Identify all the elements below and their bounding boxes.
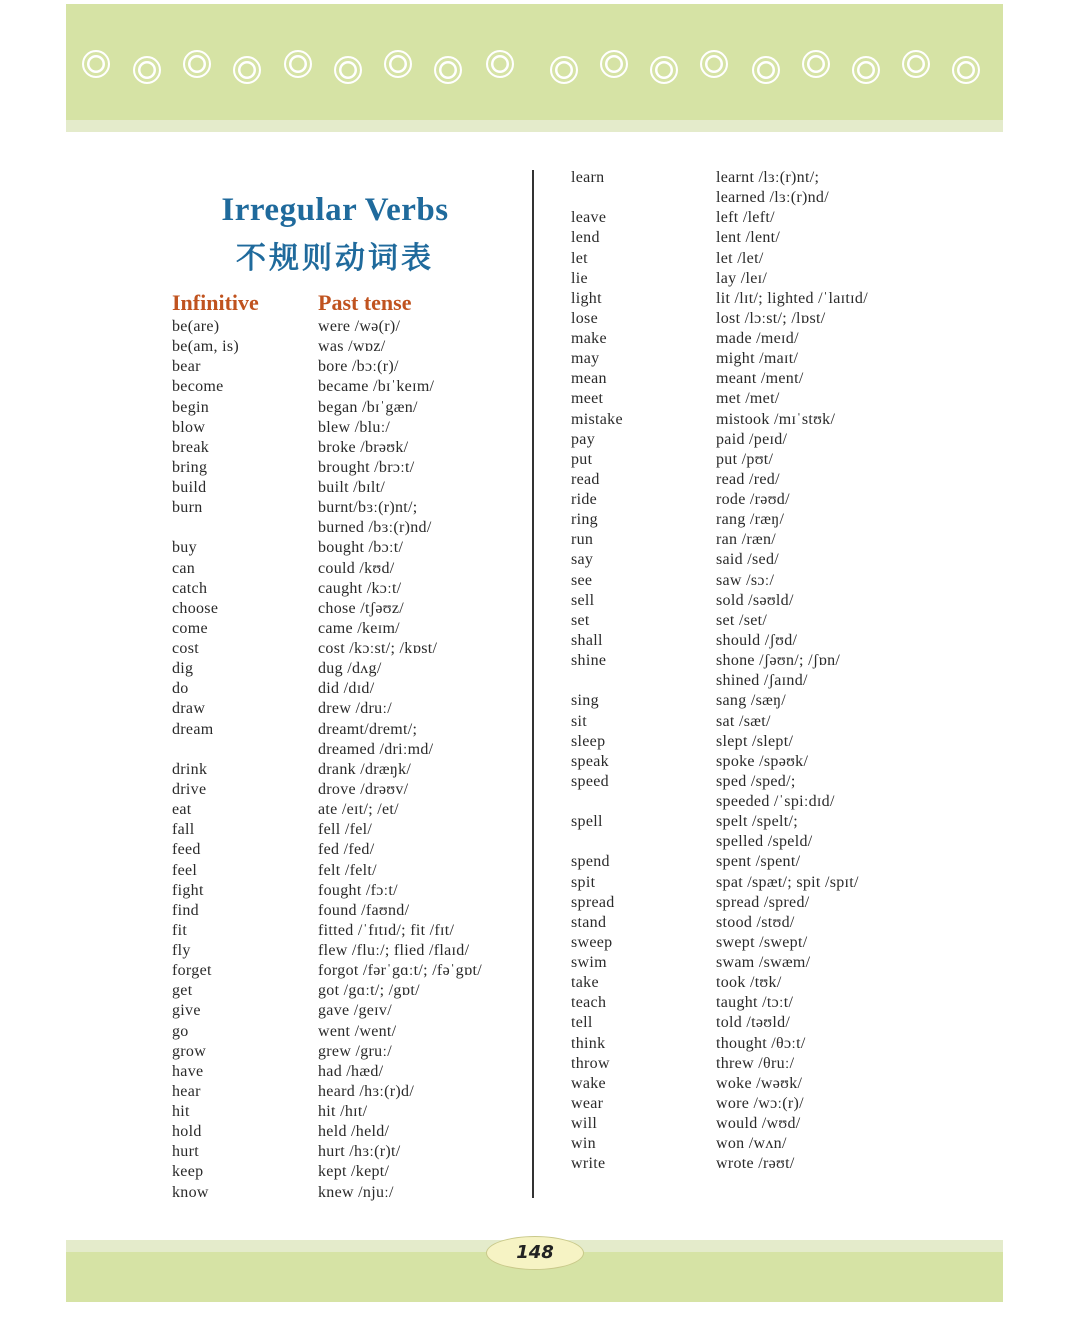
verb-past-tense: brought /brɔːt/ <box>318 458 415 476</box>
verb-past-tense: should /ʃʊd/ <box>716 631 798 649</box>
verb-infinitive: see <box>571 571 593 589</box>
verb-past-tense: paid /peɪd/ <box>716 430 788 448</box>
verb-infinitive: choose <box>172 599 219 617</box>
verb-infinitive: break <box>172 438 210 456</box>
verb-past-tense: became /bɪˈkeɪm/ <box>318 378 435 396</box>
verb-past-tense: spelt /spelt/; <box>716 813 798 831</box>
verb-infinitive: know <box>172 1183 209 1201</box>
verb-past-tense: ran /ræn/ <box>716 531 777 549</box>
verb-past-tense: began /bɪˈgæn/ <box>318 398 418 416</box>
verb-past-tense: learnt /lɜː(r)nt/; <box>716 169 820 186</box>
verb-past-tense: learned /lɜː(r)nd/ <box>716 189 829 207</box>
verb-past-tense: fed /fed/ <box>318 841 375 859</box>
verb-infinitive: fit <box>172 921 188 939</box>
verb-past-tense: forgot /fərˈgɑːt/; /fəˈgɒt/ <box>318 962 483 980</box>
verb-infinitive: write <box>571 1155 606 1173</box>
verb-past-tense: let /let/ <box>716 249 764 267</box>
page-title: Irregular Verbs <box>221 192 449 228</box>
verb-past-tense: told /təʊld/ <box>716 1014 791 1032</box>
verb-infinitive: forget <box>172 962 212 980</box>
verb-past-tense: kept /kept/ <box>318 1163 390 1181</box>
verb-past-tense: ate /eɪt/; /et/ <box>318 801 399 819</box>
verb-past-tense: fitted /ˈfɪtɪd/; fit /fɪt/ <box>318 921 455 939</box>
verb-past-tense: left /left/ <box>716 209 775 227</box>
verb-infinitive: fight <box>172 881 204 899</box>
decor-ring-icon <box>133 56 161 84</box>
verb-infinitive: eat <box>172 801 192 819</box>
verb-infinitive: have <box>172 1062 204 1080</box>
decor-ring-icon <box>550 56 578 84</box>
verb-infinitive: dream <box>172 720 214 738</box>
verb-past-tense: rang /ræŋ/ <box>716 511 785 529</box>
verb-past-tense: built /bɪlt/ <box>318 479 386 497</box>
verb-past-tense: would /wʊd/ <box>716 1115 801 1133</box>
verb-infinitive: spread <box>571 893 615 911</box>
verb-infinitive: go <box>172 1022 189 1040</box>
verb-infinitive: ring <box>571 511 598 529</box>
verb-infinitive: tell <box>571 1014 593 1032</box>
verb-infinitive: lend <box>571 229 600 247</box>
decor-ring-icon <box>650 56 678 84</box>
verb-infinitive: think <box>571 1034 606 1052</box>
verb-infinitive: hold <box>172 1123 202 1141</box>
verb-past-tense: lost /lɔːst/; /lɒst/ <box>716 309 826 327</box>
verb-past-tense: found /faʊnd/ <box>318 901 410 919</box>
verb-infinitive: be(are) <box>172 318 220 335</box>
verb-past-tense: fought /fɔːt/ <box>318 881 398 899</box>
verb-past-tense: bore /bɔː(r)/ <box>318 358 399 376</box>
verb-infinitive: feel <box>172 861 198 879</box>
verb-past-tense: lay /leɪ/ <box>716 269 768 287</box>
verb-past-tense: thought /θɔːt/ <box>716 1034 806 1052</box>
verb-past-tense: felt /felt/ <box>318 861 377 879</box>
decor-ring-icon <box>384 50 412 78</box>
verb-past-tense: shone /ʃəʊn/; /ʃɒn/ <box>716 652 841 670</box>
verb-infinitive: spend <box>571 853 610 871</box>
verb-infinitive: begin <box>172 398 210 416</box>
verb-past-tense: rode /rəʊd/ <box>716 491 790 509</box>
verb-past-tense: could /kʊd/ <box>318 559 395 577</box>
verb-infinitive: cost <box>172 640 199 658</box>
verb-infinitive: run <box>571 531 594 549</box>
verb-infinitive: win <box>571 1135 596 1153</box>
verb-past-tense: lit /lɪt/; lighted /ˈlaɪtɪd/ <box>716 289 868 307</box>
verb-past-tense: went /went/ <box>318 1022 397 1040</box>
page-number: 148 <box>486 1236 584 1270</box>
verb-infinitive: sweep <box>571 933 613 951</box>
verb-past-tense: meant /ment/ <box>716 370 804 388</box>
verb-past-tense: did /dɪd/ <box>318 680 375 698</box>
verb-past-tense: fell /fel/ <box>318 821 373 839</box>
verb-past-tense: wore /wɔː(r)/ <box>716 1094 804 1112</box>
verb-past-tense: bought /bɔːt/ <box>318 539 404 557</box>
verb-past-tense: read /red/ <box>716 470 780 488</box>
verb-infinitive: put <box>571 450 593 468</box>
verb-infinitive: sing <box>571 692 599 710</box>
verb-infinitive: catch <box>172 579 208 597</box>
verb-past-tense: mistook /mɪˈstʊk/ <box>716 410 836 428</box>
verb-infinitive: shall <box>571 631 603 649</box>
verb-infinitive: bring <box>172 458 208 476</box>
verb-infinitive: buy <box>172 539 197 557</box>
decor-ring-icon <box>600 50 628 78</box>
decor-ring-icon <box>852 56 880 84</box>
verb-past-tense: said /sed/ <box>716 551 779 569</box>
verb-past-tense: sat /sæt/ <box>716 712 771 730</box>
verb-past-tense: dreamt/dremt/; <box>318 720 418 738</box>
verb-past-tense: gave /geɪv/ <box>318 1002 392 1020</box>
decor-ring-icon <box>284 50 312 78</box>
verb-infinitive: will <box>571 1115 598 1133</box>
verb-past-tense: dug /dʌg/ <box>318 660 382 678</box>
verb-past-tense: cost /kɔːst/; /kɒst/ <box>318 640 438 658</box>
verb-past-tense: drank /dræŋk/ <box>318 760 412 778</box>
verb-infinitive: keep <box>172 1163 204 1181</box>
verb-infinitive: swim <box>571 954 607 972</box>
verb-infinitive: wear <box>571 1094 604 1112</box>
verb-infinitive: speak <box>571 752 609 770</box>
verb-past-tense: won /wʌn/ <box>716 1135 787 1153</box>
verb-infinitive: shine <box>571 652 607 670</box>
verb-past-tense: woke /wəʊk/ <box>716 1074 803 1092</box>
verb-infinitive: speed <box>571 772 609 790</box>
verb-infinitive: dig <box>172 660 194 678</box>
verb-past-tense: spelled /speld/ <box>716 833 813 851</box>
verb-past-tense: swept /swept/ <box>716 933 808 951</box>
verb-infinitive: mistake <box>571 410 623 428</box>
verb-past-tense: blew /bluː/ <box>318 418 391 436</box>
verb-past-tense: were /wə(r)/ <box>318 318 401 335</box>
decor-ring-icon <box>233 56 261 84</box>
verb-past-tense: lent /lent/ <box>716 229 781 247</box>
verb-infinitive: sit <box>571 712 588 730</box>
verb-infinitive: throw <box>571 1054 610 1072</box>
verb-infinitive: stand <box>571 913 607 931</box>
verb-past-tense: hurt /hɜː(r)t/ <box>318 1143 401 1161</box>
verb-infinitive: get <box>172 982 193 1000</box>
verb-infinitive: bear <box>172 358 201 376</box>
verb-infinitive: feed <box>172 841 201 859</box>
column-divider <box>532 170 534 1198</box>
verb-past-tense: flew /fluː/; flied /flaɪd/ <box>318 942 470 960</box>
verb-infinitive: spit <box>571 873 596 891</box>
verb-past-tense: took /tʊk/ <box>716 974 782 992</box>
verb-past-tense: sang /sæŋ/ <box>716 692 787 710</box>
verb-infinitive: take <box>571 974 599 992</box>
verb-past-tense: shined /ʃaɪnd/ <box>716 672 808 690</box>
verb-past-tense: broke /brəʊk/ <box>318 438 409 456</box>
verb-past-tense: spoke /spəʊk/ <box>716 752 809 770</box>
verb-infinitive: read <box>571 470 600 488</box>
verb-infinitive: light <box>571 289 602 307</box>
verb-past-tense: was /wɒz/ <box>318 338 386 356</box>
verb-past-tense: sped /sped/; <box>716 772 796 790</box>
verb-past-tense: hit /hɪt/ <box>318 1103 368 1121</box>
verb-past-tense: caught /kɔːt/ <box>318 579 402 597</box>
verb-infinitive: mean <box>571 370 607 388</box>
verb-past-tense: sold /səʊld/ <box>716 591 794 609</box>
verb-past-tense: saw /sɔː/ <box>716 571 775 589</box>
verb-infinitive: meet <box>571 390 604 408</box>
verb-infinitive: hit <box>172 1103 190 1121</box>
verb-past-tense: grew /gruː/ <box>318 1042 392 1060</box>
verb-past-tense: speeded /ˈspiːdɪd/ <box>716 793 835 811</box>
verb-infinitive: give <box>172 1002 201 1020</box>
verb-infinitive: blow <box>172 418 206 436</box>
verb-infinitive: come <box>172 619 208 637</box>
verb-past-tense: might /maɪt/ <box>716 350 799 368</box>
verb-infinitive: lose <box>571 309 598 327</box>
verb-infinitive: hear <box>172 1082 201 1100</box>
verb-past-tense: heard /hɜː(r)d/ <box>318 1082 415 1100</box>
verb-past-tense: slept /slept/ <box>716 732 794 750</box>
verb-infinitive: sleep <box>571 732 606 750</box>
verb-past-tense: dreamed /driːmd/ <box>318 740 434 758</box>
verb-past-tense: made /meɪd/ <box>716 330 799 348</box>
verb-infinitive: become <box>172 378 224 396</box>
decor-ring-icon <box>952 56 980 84</box>
verb-infinitive: spell <box>571 813 603 831</box>
decor-ring-icon <box>902 50 930 78</box>
verb-infinitive: drive <box>172 780 207 798</box>
verb-infinitive: drink <box>172 760 208 778</box>
verb-past-tense: chose /tʃəʊz/ <box>318 599 404 617</box>
verb-infinitive: let <box>571 249 588 267</box>
verb-past-tense: drew /druː/ <box>318 700 392 718</box>
verb-past-tense: swam /swæm/ <box>716 954 811 972</box>
infinitive-header: Infinitive <box>172 290 259 315</box>
verb-past-tense: knew /njuː/ <box>318 1183 394 1201</box>
header-decor-shadow <box>66 120 1003 132</box>
verb-infinitive: pay <box>571 430 596 448</box>
verb-infinitive: lie <box>571 269 588 287</box>
verb-infinitive: build <box>172 479 207 497</box>
decor-ring-icon <box>82 50 110 78</box>
verb-past-tense: wrote /rəʊt/ <box>716 1155 795 1173</box>
past-tense-header: Past tense <box>318 290 412 315</box>
verb-infinitive: fall <box>172 821 195 839</box>
verb-past-tense: held /held/ <box>318 1123 390 1141</box>
verb-infinitive: be(am, is) <box>172 338 239 356</box>
verb-infinitive: set <box>571 611 590 629</box>
verb-infinitive: teach <box>571 994 607 1012</box>
verb-past-tense: spread /spred/ <box>716 893 810 911</box>
verb-infinitive: make <box>571 330 607 348</box>
verb-past-tense: burnt/bɜː(r)nt/; <box>318 499 418 517</box>
verb-past-tense: came /keɪm/ <box>318 619 400 637</box>
decor-ring-icon <box>183 50 211 78</box>
decor-ring-icon <box>700 50 728 78</box>
verb-infinitive: wake <box>571 1074 606 1092</box>
verb-infinitive: ride <box>571 491 598 509</box>
verb-infinitive: burn <box>172 499 203 517</box>
verb-past-tense: got /gɑːt/; /gɒt/ <box>318 982 420 1000</box>
verb-infinitive: can <box>172 559 196 577</box>
verb-past-tense: met /met/ <box>716 390 780 408</box>
verb-past-tense: had /hæd/ <box>318 1062 384 1080</box>
verb-infinitive: hurt <box>172 1143 199 1161</box>
verb-infinitive: leave <box>571 209 607 227</box>
verb-infinitive: learn <box>571 169 605 186</box>
decor-ring-icon <box>486 50 514 78</box>
verb-infinitive: find <box>172 901 199 919</box>
verb-infinitive: fly <box>172 942 191 960</box>
verb-past-tense: put /pʊt/ <box>716 450 774 468</box>
verb-past-tense: stood /stʊd/ <box>716 913 795 931</box>
decor-ring-icon <box>752 56 780 84</box>
verb-past-tense: taught /tɔːt/ <box>716 994 794 1012</box>
verb-infinitive: grow <box>172 1042 207 1060</box>
decor-ring-icon <box>434 56 462 84</box>
decor-ring-icon <box>802 50 830 78</box>
verb-past-tense: burned /bɜː(r)nd/ <box>318 519 432 537</box>
verb-infinitive: draw <box>172 700 206 718</box>
verb-past-tense: spent /spent/ <box>716 853 801 871</box>
verb-infinitive: do <box>172 680 189 698</box>
verb-infinitive: may <box>571 350 600 368</box>
verb-past-tense: drove /drəʊv/ <box>318 780 409 798</box>
decor-ring-icon <box>334 56 362 84</box>
page-title-chinese: 不规则动词表 <box>236 241 434 276</box>
verb-infinitive: say <box>571 551 594 569</box>
verb-infinitive: sell <box>571 591 595 609</box>
verb-past-tense: spat /spæt/; spit /spɪt/ <box>716 873 859 891</box>
verb-past-tense: threw /θruː/ <box>716 1054 795 1072</box>
verb-past-tense: set /set/ <box>716 611 768 629</box>
